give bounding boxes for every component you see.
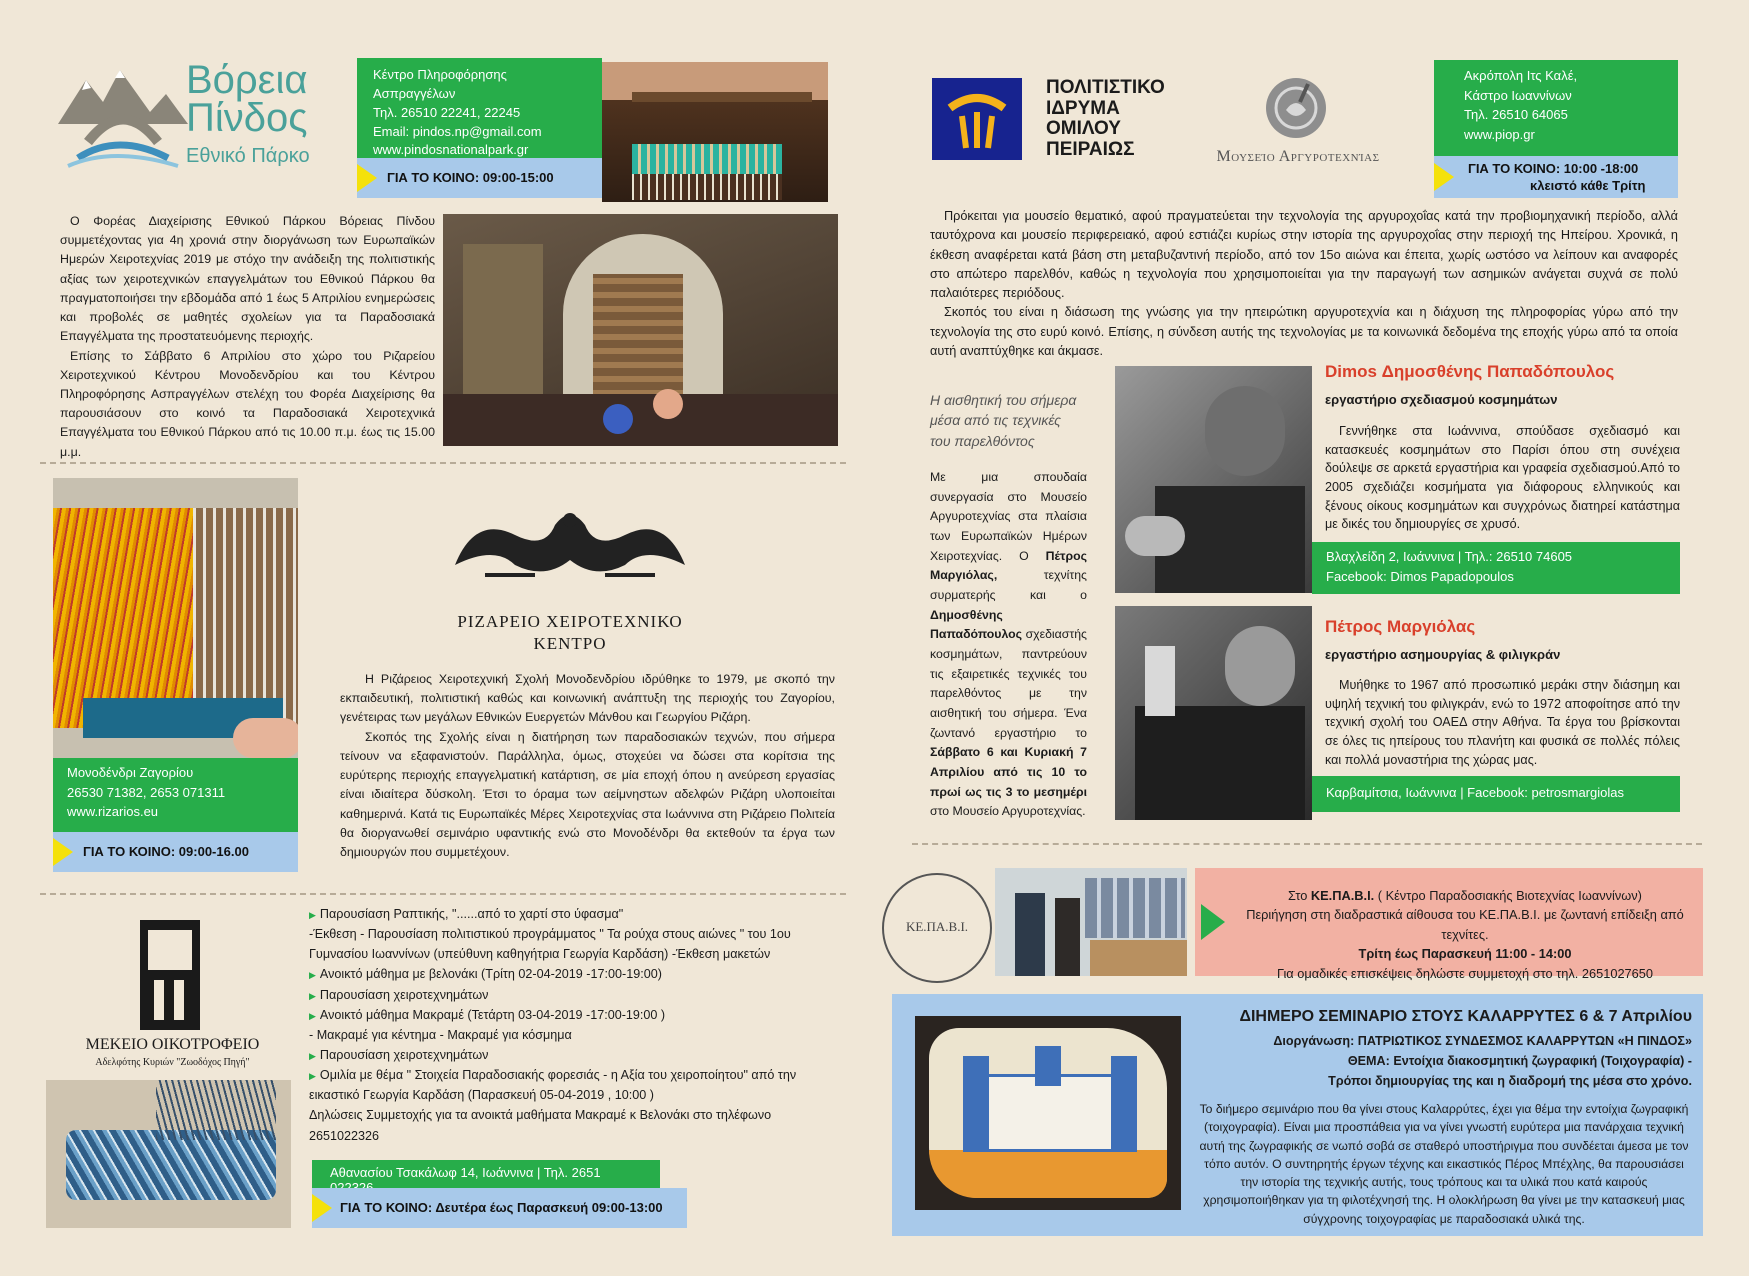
program-item: -Έκθεση - Παρουσίαση πολιτιστικού προγράμματος " Τα ρούχα στους αιώνες " του 1ου Γυμνασίου Ιωαννίνων (υπεύθυνη καθηγήτρια Γεωργία Καρδάση) -Έκθεση μακετών: [309, 927, 791, 962]
kepavi-logo-text: ΚΕ.ΠΑ.Β.Ι.: [905, 919, 969, 934]
piop-contact-box: [1434, 60, 1678, 156]
petros-photo: [1115, 606, 1312, 820]
seminar-theme-2: Τρόποι δημιουργίας της και η διαδρομή της μέσα στο χρόνο.: [1328, 1074, 1692, 1088]
paragraph: Η Ριζάρειος Χειροτεχνική Σχολή Μονοδενδρίου ιδρύθηκε το 1979, με σκοπό την εκπαιδευτική, πολιτιστική καθώς και κοινωνική ανάπτυξη της περιοχής του Ζαγορίου, γενέτειρας των μεγάλων Εθνικών Ευεργετών Μάνθου και Γεωργίου Ριζάρη.: [340, 672, 835, 725]
contact-line: Facebook: Dimos Papadopoulos: [1326, 568, 1514, 584]
contact-line: Κέντρο Πληροφόρησης Ασπραγγέλων: [373, 67, 507, 101]
paragraph: Μυήθηκε το 1967 από προσωπικό μεράκι στην διάσημη και υψηλή τεχνική του φιλιγκράν, ενώ το 1972 αποφοίτησε από την τεχνική σχολή του ΟΑΕΔ στην Αθήνα. Τα έργα του βρίσκονται σε όλες τις ηπείρους του πλανήτη και φυσικά σε πολλές πόλεις και πολλά μοναστήρια της χώρας μας.: [1325, 678, 1680, 767]
side-title: [930, 390, 1080, 451]
contact-line: 26530 71382, 2653 071311: [67, 784, 226, 800]
contact-line: Βλαχλείδη 2, Ιωάννινα | Τηλ.: 26510 74605: [1326, 549, 1573, 564]
dimos-name: Dimos Δημοσθένης Παπαδόπουλος: [1325, 362, 1615, 381]
side-name: Δημοσθένης Παπαδόπουλος: [930, 607, 1023, 642]
logo-title-line2: Πίνδος: [186, 96, 308, 140]
program-item: ▶ Ανοικτό μάθημα Μακραμέ (Τετάρτη 03-04-2019 -17:00-19:00 ): [309, 1005, 839, 1025]
side-title-line: μέσα από τις τεχνικές: [930, 412, 1061, 429]
piop-emblem-icon: [932, 78, 1022, 160]
contact-line: Τηλ. 26510 22241, 22245: [373, 104, 521, 120]
petros-contact-box: [1312, 776, 1680, 812]
address-label: Αθανασίου Τσακάλωφ 14, Ιωάννινα | Τηλ. 2651: [330, 1165, 601, 1180]
petros-name: Πέτρος Μαργιόλας: [1325, 617, 1476, 636]
arrow-icon: [357, 164, 377, 192]
program-item: ▶ Παρουσίαση Ραπτικής, "......από το χαρτί στο ύφασμα": [309, 904, 839, 924]
arrow-icon: [312, 1194, 332, 1222]
hours-label: ΓΙΑ ΤΟ ΚΟΙΝΟ: 09:00-15:00: [387, 170, 554, 185]
contact-line: Καρβαμίτσια, Ιωάννινα | Facebook: petrosmargiolas: [1326, 785, 1624, 800]
rizarios-title-line2: ΚΕΝΤΡΟ: [533, 634, 607, 653]
side-text: σχεδιαστής κοσμημάτων, παντρεύουν τις εξαιρετικές τεχνικές του παρελθόντος με την αισθητική του σήμερα. Ένα ζωντανό εργαστήριο το: [930, 627, 1087, 740]
mekeio-logo: [140, 920, 200, 1030]
dimos-bio: [1325, 422, 1680, 534]
side-date: Σάββατο 6 και Κυριακή 7 Απριλίου από τις 10 το πρωί ως τις 3 το μεσημέρι: [930, 745, 1087, 799]
rizarios-article: [340, 670, 835, 862]
side-text: στο Μουσείο Αργυροτεχνίας.: [930, 804, 1086, 819]
program-item: ▶ Παρουσίαση χειροτεχνημάτων: [309, 1045, 839, 1065]
workshop-photo: [443, 214, 838, 446]
piop-name: [1046, 78, 1165, 160]
piop-name-line: ΙΔΡΥΜΑ: [1046, 97, 1120, 119]
loom-photo: [53, 478, 298, 758]
ornament-icon: [445, 505, 695, 585]
paragraph: Γεννήθηκε στα Ιωάννινα, σπούδασε σχεδιασμό και κατασκευές κοσμημάτων στο Παρίσι όπου στη συνέχεια δούλεψε σε αρκετά εργαστήρια και γραφεία σχεδιασμού.Από το 2005 σχεδιάζει κοσμήματα για διάφορους ελληνικούς και ξένους οίκους κοσμημάτων και συγχρόνως διατηρεί κατάστημα με δικές του δημιουργίες σε χρυσό.: [1325, 424, 1680, 532]
program-item: ▶ Παρουσίαση χειροτεχνημάτων: [309, 985, 839, 1005]
hours-label: ΓΙΑ ΤΟ ΚΟΙΝΟ: 09:00-16.00: [83, 844, 249, 859]
contact-line: Ακρόπολη Ιτς Καλέ,: [1464, 68, 1578, 83]
divider: [40, 462, 846, 464]
petros-bio: [1325, 676, 1680, 769]
seminar-theme-1: ΘΕΜΑ: Εντοίχια διακοσμητική ζωγραφική (Τοιχογραφία) -: [1347, 1054, 1692, 1068]
mekeio-address-box: [312, 1160, 660, 1188]
macrame-photo: [46, 1080, 291, 1228]
side-text: τεχνίτης συρματερής και ο: [930, 568, 1087, 603]
kepavi-line-2: Περιήγηση στη διαδραστικά αίθουσα του ΚΕ.ΠΑ.Β.Ι. με ζωντανή επίδειξη από τεχνίτες.: [1246, 907, 1684, 942]
paragraph: Πρόκειται για μουσείο θεματικό, αφού πραγματεύεται την τεχνολογία της αργυροχοΐας κατά την προβιομηχανική περίοδο, αλλά ταυτόχρονα και μουσείο περιφερειακό, αφού εστιάζει κυρίως στην ιστορία της αργυροχοΐας στην περιοχή της Ηπείρου. Χρονικά, η έκθεση αναφέρεται κατά βάση στη μεταβυζαντινή περίοδο, από τον 15ο αιώνα και έπειτα, χωρίς ωστόσο να λείπουν και αναφορές στο απώτερο παρελθόν, καθώς η τεχνολογία που χρησιμοποιείται για την παραγωγή των ασημικών ανάγεται συχνά σε πολύ παλαιότερες περιόδους.: [930, 209, 1678, 301]
mekeio-program: [309, 904, 839, 1146]
dimos-photo: [1115, 366, 1312, 593]
kepavi-line-3: Τρίτη έως Παρασκευή 11:00 - 14:00: [1358, 946, 1572, 962]
seminar-title: ΔΙΗΜΕΡΟ ΣΕΜΙΝΑΡΙΟ ΣΤΟΥΣ ΚΑΛΑΡΡΥΤΕΣ 6 & 7 Απριλίου: [1239, 1008, 1692, 1025]
pindos-article: [60, 212, 435, 462]
contact-line: www.piop.gr: [1464, 126, 1535, 142]
pindos-logo: [58, 58, 348, 178]
side-name: Πέτρος Μαργιόλας,: [930, 548, 1088, 583]
mekeio-name: ΜΕΚΕΙΟ ΟΙΚΟΤΡΟΦΕΙΟ: [85, 1036, 260, 1053]
mekeio-subname: Αδελφότης Κυριών "Ζωοδόχος Πηγή": [95, 1057, 250, 1068]
side-article: [930, 468, 1087, 822]
kepavi-box: [1195, 868, 1703, 981]
side-title-line: του παρελθόντος: [930, 432, 1035, 449]
contact-line: Κάστρο Ιωαννίνων: [1464, 87, 1572, 103]
pindos-contact-box: [357, 58, 602, 158]
museum-emblem-icon: [1264, 76, 1328, 140]
hours-note: κλειστό κάθε Τρίτη: [1530, 178, 1646, 193]
mountains-icon: [58, 62, 188, 172]
museum-name: Μουσείο Αργυροτεχνίας: [1216, 148, 1380, 165]
contact-line: www.rizarios.eu: [67, 804, 159, 819]
paragraph: Σκοπός της Σχολής είναι η διατήρηση των παραδοσιακών τεχνών, που σήμερα τείνουν να εξαφανιστούν. Παράλληλα, όμως, στοχεύει να δώσει στα κορίτσια της ευρύτερης περιοχής επαγγελματική κατάρτιση, σε μία εποχή όπου η ανεύρεση εργασίας είναι ιδιαίτερα δύσκολη. Έτσι το όραμα των αείμνηστων αδελφών Ριζάρη υλοποιείται καθημερινά. Κατά τις Ευρωπαϊκές Μέρες Χειροτεχνίας στα Ιωάννινα στη Ριζάρειο Πολιτεία θα διοργανωθεί σεμινάριο υφαντικής ενώ στο Μονοδένδρι θα εκτεθούν τα έργα των δημιουργών που συμμετέχουν.: [340, 729, 835, 859]
rizarios-hours-box: [53, 832, 298, 872]
piop-name-line: ΠΕΙΡΑΙΩΣ: [1046, 138, 1135, 160]
side-text: Με μια σπουδαία συνεργασία στο Μουσείο Αργυροτεχνίας στα πλαίσια των Ευρωπαϊκών Ημέρων Χειροτεχνίας. Ο: [930, 470, 1087, 563]
arrow-icon: [1201, 904, 1225, 940]
kepavi-photo: [995, 868, 1187, 976]
seminar-organizer: Διοργάνωση: ΠΑΤΡΙΩΤΙΚΟΣ ΣΥΝΔΕΣΜΟΣ ΚΑΛΑΡΡΥΤΩΝ «Η ΠΙΝΔΟΣ»: [1273, 1034, 1692, 1048]
kepavi-text: [1235, 886, 1695, 983]
rizarios-contact-box: [53, 758, 298, 832]
kepavi-logo: [882, 873, 992, 983]
logo-subtitle: Εθνικό Πάρκο: [186, 145, 310, 167]
logo-title-line1: Βόρεια: [186, 58, 308, 102]
contact-line: Τηλ. 26510 64065: [1464, 107, 1568, 122]
rizarios-title-line1: ΡΙΖΑΡΕΙΟ ΧΕΙΡΟΤΕΧΝΙΚΟ: [457, 612, 683, 631]
contact-line: Μονοδένδρι Ζαγορίου: [67, 765, 194, 780]
kepavi-line-4: Για ομαδικές επισκέψεις δηλώστε συμμετοχή στο τηλ. 2651027650: [1276, 965, 1654, 981]
mekeio-hours-box: [312, 1188, 687, 1228]
weaving-photo: [602, 62, 828, 202]
pindos-hours-box: [357, 158, 602, 198]
kepavi-line-1: Στο ΚΕ.ΠΑ.Β.Ι. ( Κέντρο Παραδοσιακής Βιοτεχνίας Ιωαννίνων): [1288, 888, 1642, 903]
side-title-line: Η αισθητική του σήμερα: [930, 392, 1077, 408]
program-item: Δηλώσεις Συμμετοχής για τα ανοικτά μαθήματα Μακραμέ κ Βελονάκι στο τηλέφωνο 2651022326: [309, 1108, 772, 1143]
divider: [912, 843, 1702, 845]
arrow-icon: [1434, 163, 1454, 191]
contact-line: Email: pindos.np@gmail.com: [373, 123, 542, 139]
petros-role: εργαστήριο ασημουργίας & φιλιγκράν: [1325, 647, 1561, 662]
seminar-box: [892, 994, 1703, 1236]
contact-line: www.pindosnationalpark.gr: [373, 142, 529, 158]
seminar-body: Το διήμερο σεμινάριο που θα γίνει στους Καλαρρύτες, έχει για θέμα την εντοίχια ζωγραφική (τοιχογραφία). Είναι μια προσπάθεια για να γίνει γνωστή ευρύτερα μια πανάρχαια τεχνική αυτή της ζωγραφικής σε νωπό σοβά σε σταθερό υποστήριγμα που συνδέεται άμεσα με τον τόπο αυτόν. Ο συντηρητής έργων τέχνης και εικαστικός Πέρος Μπέχλης, θα παρουσιάσει την ιστορία της τεχνικής αυτής, τους τρόπους και τα υλικά που κατά καιρούς χρησιμοποιήθηκαν για τη φιλοτέχνησή της. Η ολοκλήρωση θα γίνει με την κατασκευή μιας σύγχρονης τοιχογραφίας με παραδοσιακά υλικά της.: [1199, 1102, 1689, 1226]
piop-logo: [932, 78, 1022, 160]
paragraph: Σκοπός του είναι η διάσωση της γνώσης για την ηπειρώτικη αργυροτεχνία και η διάχυση της πληροφορίας γύρω από την τεχνολογία της στο ευρύ κοινό. Επίσης, η σύνδεση αυτής της τεχνολογίας με τα κοινωνικά δεδομένα της εποχής γύρω από τα οποία αυτή αναπτύχθηκε και άκμασε.: [930, 305, 1678, 359]
program-item: ▶ Ανοικτό μάθημα με βελονάκι (Τρίτη 02-04-2019 -17:00-19:00): [309, 964, 839, 984]
arrow-icon: [53, 838, 73, 866]
hours-label: ΓΙΑ ΤΟ ΚΟΙΝΟ: Δευτέρα έως Παρασκευή 09:00-13:00: [340, 1200, 663, 1215]
piop-name-line: ΟΜΙΛΟΥ: [1046, 118, 1121, 140]
paragraph: Ο Φορέας Διαχείρισης Εθνικού Πάρκου Βόρειας Πίνδου συμμετέχοντας για 4η χρονιά στην διοργάνωση των Ευρωπαϊκών Ημερών Χειροτεχνίας 2019 με στόχο την ανάδειξη της πολιτιστικής αξίας των χειροτεχνικών επαγγελμάτων του Εθνικού Πάρκου θα πραγματοποιήσει την εβδομάδα από 1 έως 5 Απριλίου ενημερώσεις και προβολές σε μαθητές σχολείων για τα Παραδοσιακά Επαγγέλματα της προστατευόμενης περιοχής.: [60, 214, 435, 344]
program-item: ▶ Ομιλία με θέμα " Στοιχεία Παραδοσιακής φορεσιάς - η Αξία του χειροποίητου" από την εικαστικό Γεωργία Καρδάση (Παρασκευή 05-04-2019 , 10:00 ): [309, 1065, 839, 1105]
piop-name-line: ΠΟΛΙΤΙΣΤΙΚΟ: [1046, 77, 1165, 98]
piop-article: [930, 207, 1678, 361]
divider: [40, 893, 846, 895]
hours-label: ΓΙΑ ΤΟ ΚΟΙΝΟ: 10:00 -18:00: [1468, 161, 1639, 176]
paragraph: Επίσης το Σάββατο 6 Απριλίου στο χώρο του Ριζαρείου Χειροτεχνικού Κέντρου Μονοδενδρίου και του Κέντρου Πληροφόρησης Ασπραγγέλων στελέχη του Φορέα Διαχείρισης θα παρουσιάσουν στο κοινό τα Παραδοσιακά Χειροτεχνικά Επαγγέλματα του Εθνικού Πάρκου από τις 10.00 π.μ. έως τις 15.00 μ.μ.: [60, 348, 435, 459]
dimos-role: εργαστήριο σχεδιασμού κοσμημάτων: [1325, 392, 1558, 407]
program-item: - Μακραμέ για κέντημα - Μακραμέ για κόσμημα: [309, 1027, 572, 1042]
dimos-contact-box: [1312, 542, 1680, 594]
piop-hours-box: [1434, 156, 1678, 198]
fresco-photo: [915, 1016, 1181, 1210]
